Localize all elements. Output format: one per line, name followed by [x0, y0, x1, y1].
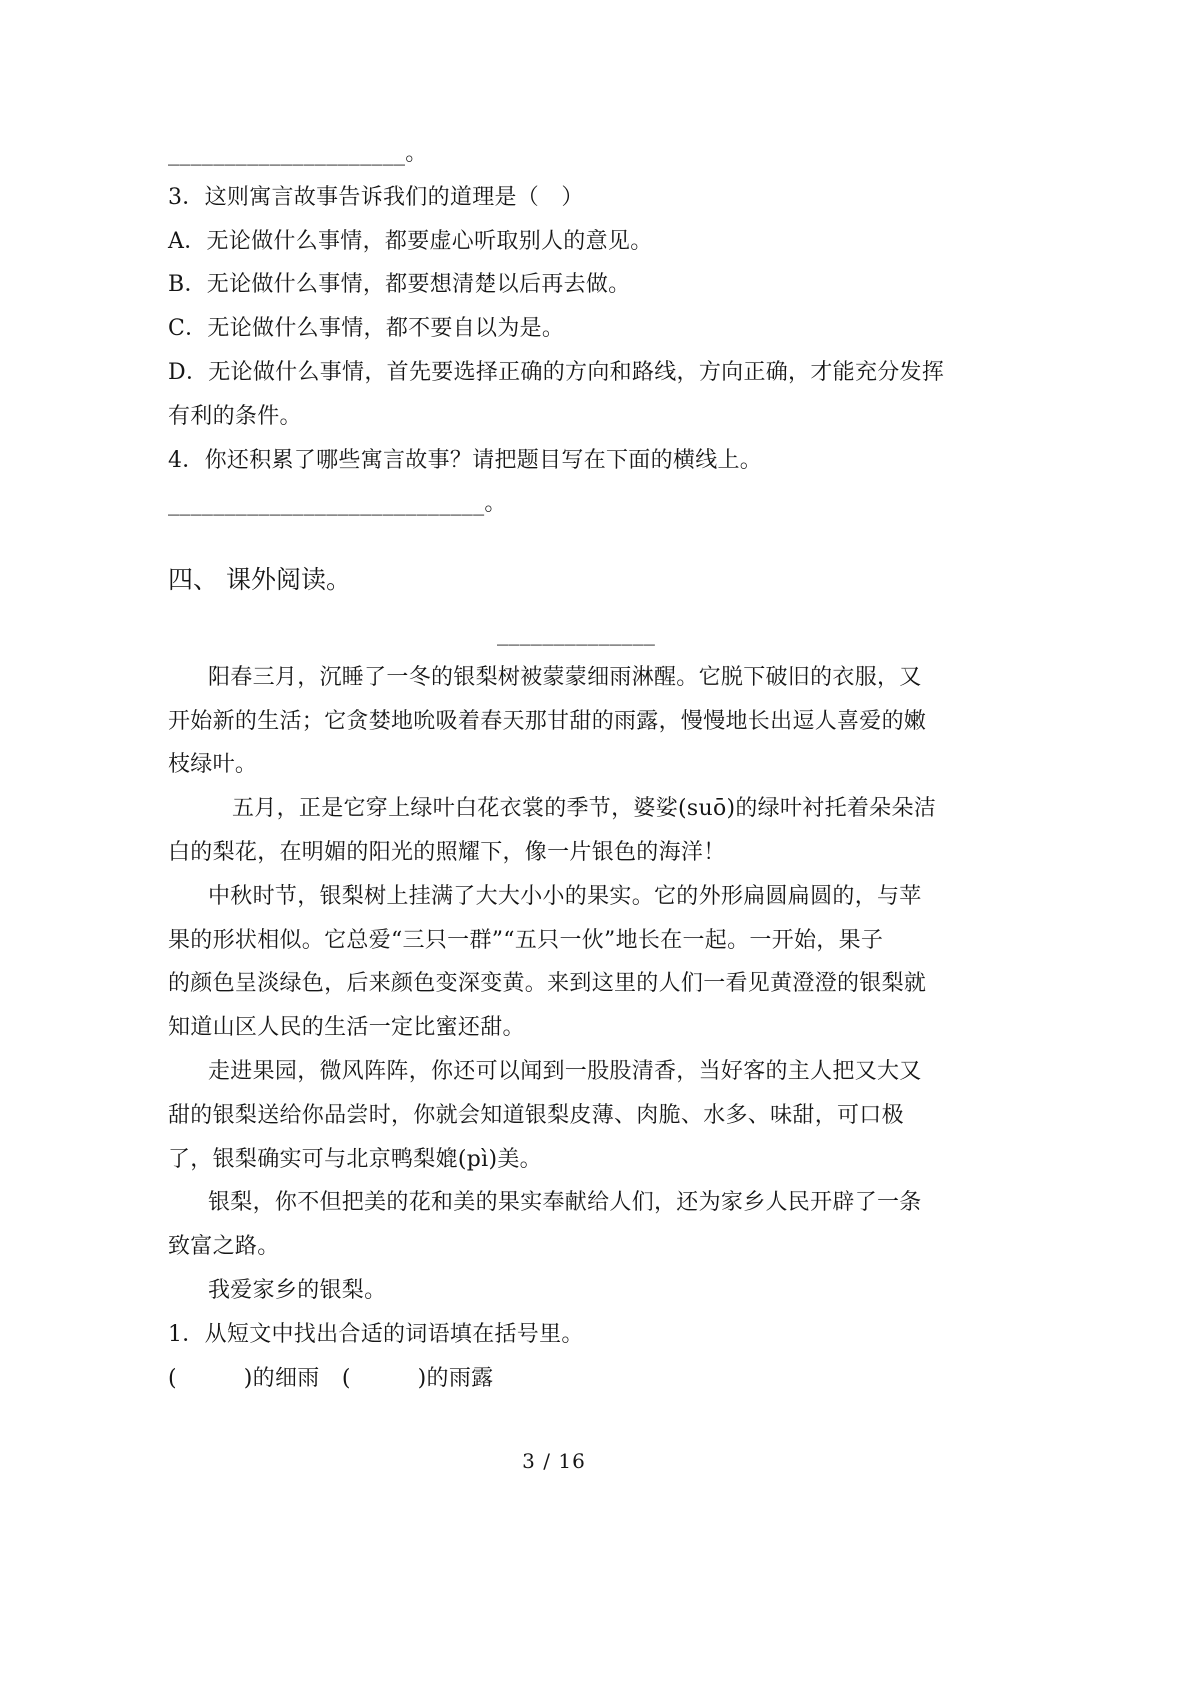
passage-line: 知道山区人民的生活一定比蜜还甜。: [168, 1015, 525, 1041]
passage-line: 开始新的生活；它贪婪地吮吸着春天那甘甜的雨露，慢慢地长出逗人喜爱的嫩: [168, 708, 927, 734]
passage-paragraph: [168, 656, 968, 787]
question-stem: 4．你还积累了哪些寓言故事？请把题目写在下面的横线上。: [168, 447, 763, 473]
section-heading: 四、 课外阅读。: [168, 565, 351, 595]
passage-paragraph: [168, 787, 968, 875]
page-number: 3 / 16: [522, 1449, 586, 1473]
passage-title-blank: ______________: [497, 620, 656, 646]
option-text: A．无论做什么事情，都要虚心听取别人的意见。: [168, 228, 653, 254]
question-stem: 1．从短文中找出合适的词语填在括号里。: [168, 1321, 584, 1347]
fill-in-blanks: ( )的细雨 ( )的雨露: [168, 1365, 494, 1391]
option-d: [168, 351, 968, 439]
question-stem: 3．这则寓言故事告诉我们的道理是（ ）: [168, 184, 584, 210]
passage-paragraph: [168, 1181, 968, 1269]
reading-question-1: [168, 1313, 968, 1401]
passage-paragraph: [168, 1269, 968, 1313]
question-4: [168, 439, 968, 527]
passage-line: 阳春三月，沉睡了一冬的银梨树被蒙蒙细雨淋醒。它脱下破旧的衣服，又: [208, 664, 922, 690]
option-c: [168, 307, 968, 351]
passage-line: 果的形状相似。它总爱“三只一群”“五只一伙”地长在一起。一开始，果子: [168, 927, 884, 953]
option-a: [168, 220, 968, 264]
passage-line: 致富之路。: [168, 1234, 280, 1260]
question-3: [168, 176, 968, 439]
answer-blank: _____________________。: [168, 141, 428, 166]
option-text: 有利的条件。: [168, 403, 302, 429]
passage-line: 五月，正是它穿上绿叶白花衣裳的季节，婆娑(suō)的绿叶衬托着朵朵洁: [232, 796, 937, 822]
option-b: [168, 263, 968, 307]
passage-line: 银梨，你不但把美的花和美的果实奉献给人们，还为家乡人民开辟了一条: [208, 1190, 922, 1216]
passage-line: 枝绿叶。: [168, 752, 258, 778]
passage-paragraph: [168, 1050, 968, 1181]
reading-passage: [168, 656, 968, 1313]
option-text: D．无论做什么事情，首先要选择正确的方向和路线，方向正确，才能充分发挥: [168, 359, 945, 385]
passage-line: 了，银梨确实可与北京鸭梨媲(pì)美。: [168, 1146, 542, 1172]
passage-line: 甜的银梨送给你品尝时，你就会知道银梨皮薄、肉脆、水多、味甜，可口极: [168, 1102, 904, 1128]
passage-paragraph: [168, 875, 968, 1050]
option-text: B．无论做什么事情，都要想清楚以后再去做。: [168, 272, 631, 298]
passage-line: 我爱家乡的银梨。: [208, 1277, 387, 1303]
passage-line: 白的梨花，在明媚的阳光的照耀下，像一片银色的海洋！: [168, 839, 726, 865]
page-content: [168, 132, 968, 1400]
option-text: C．无论做什么事情，都不要自以为是。: [168, 316, 565, 342]
answer-blank: ____________________________。: [168, 491, 507, 517]
passage-line: 的颜色呈淡绿色，后来颜色变深变黄。来到这里的人们一看见黄澄澄的银梨就: [168, 971, 927, 997]
passage-line: 走进果园，微风阵阵，你还可以闻到一股股清香，当好客的主人把又大又: [208, 1058, 922, 1084]
passage-line: 中秋时节，银梨树上挂满了大大小小的果实。它的外形扁圆扁圆的，与苹: [208, 883, 922, 909]
